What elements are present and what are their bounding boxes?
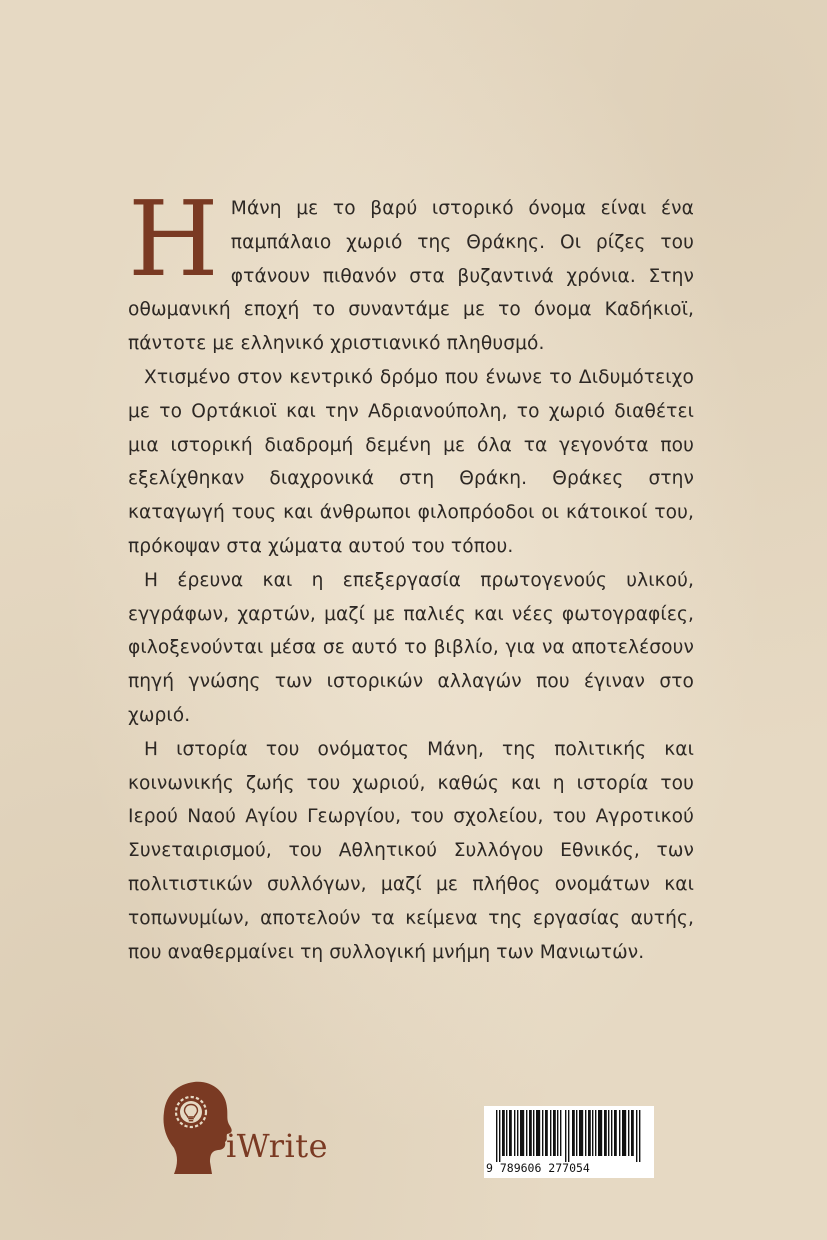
blurb-paragraph-1-text: Μάνη με το βαρύ ιστορικό όνομα είναι ένα παμπάλαιο χωριό της Θράκης. Οι ρίζες του φτάνουν πιθανόν στα βυζαντινά χρόνια. Στην οθωμανική εποχή το συναντάμε με το όνομα Καδήκιοϊ, πάντοτε με ελληνικό χριστιανικό πληθυσμό.: [128, 198, 694, 355]
blurb-paragraph-4: Η ιστορία του ονόματος Μάνη, της πολιτικής και κοινωνικής ζωής του χωριού, καθώς και η ιστορία του Ιερού Ναού Αγίου Γεωργίου, του σχολείου, του Αγροτικού Συνεταιρισμού, του Αθλητικού Συλλόγου Εθνικός, των πολιτιστικών συλλόγων, μαζί με πλήθος ονομάτων και τοπωνυμίων, αποτελούν τα κείμενα της εργασίας αυτής, που αναθερμαίνει τη συλλογική μνήμη των Μανιωτών.: [128, 738, 694, 963]
publisher-name: iWrite: [226, 1127, 329, 1165]
drop-cap: Η: [128, 178, 219, 300]
barcode-bars: [490, 1110, 650, 1162]
publisher-logo: [160, 1078, 340, 1178]
blurb-paragraph-3: Η έρευνα και η επεξεργασία πρωτογενούς υλικού, εγγράφων, χαρτών, μαζί με παλιές και νέες φωτογραφίες, φιλοξενούνται μέσα σε αυτό το βιβλίο, για να αποτελέσουν πηγή γνώσης των ιστορικών αλλαγών που έγιναν στο χωριό.: [128, 569, 694, 726]
blurb-paragraph-2: Χτισμένο στον κεντρικό δρόμο που ένωνε το Διδυμότειχο με το Ορτάκιοϊ και την Αδριανούπολη, το χωριό διαθέτει μια ιστορική διαδρομή δεμένη με όλα τα γεγονότα που εξελίχθηκαν διαχρονικά στη Θράκη. Θράκες στην καταγωγή τους και άνθρωποι φιλοπρόοδοι οι κάτοικοί του, πρόκοψαν στα χώματα αυτού του τόπου.: [128, 366, 694, 557]
blurb-paragraph-1: [128, 178, 694, 361]
blurb-text: [128, 178, 694, 969]
isbn-barcode: [484, 1106, 654, 1178]
isbn-digits: 9 789606 277054: [486, 1161, 590, 1175]
